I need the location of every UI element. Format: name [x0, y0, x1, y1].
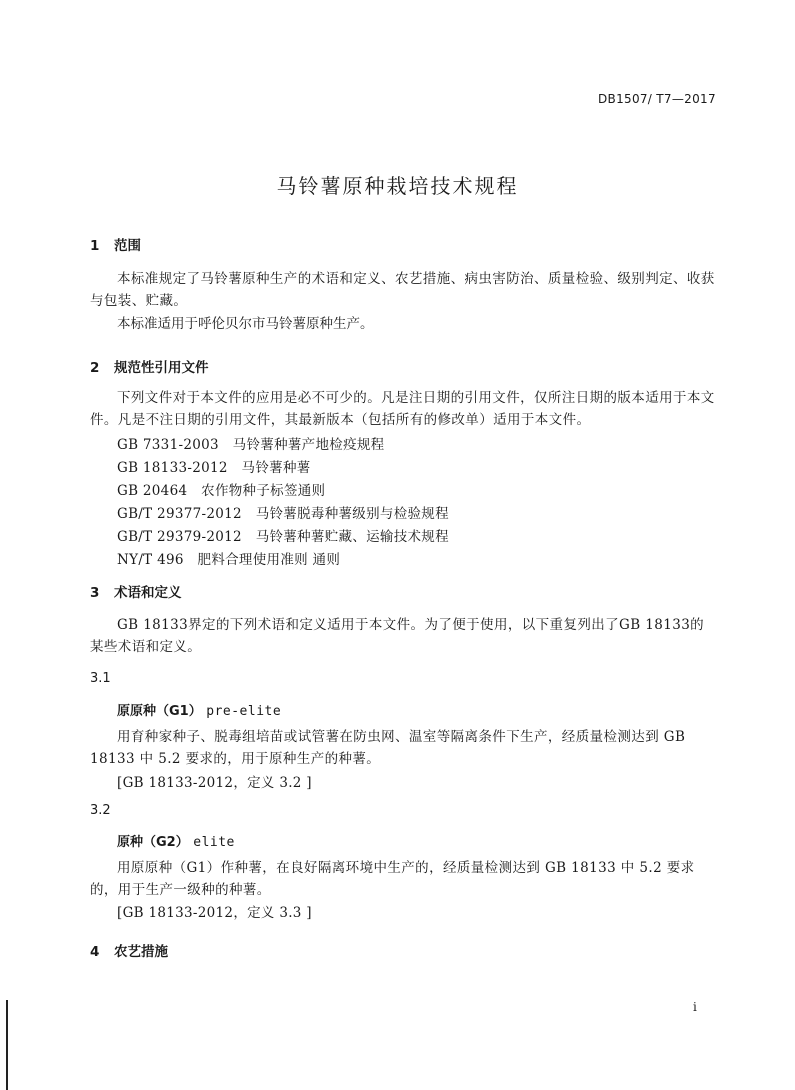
section-number: 1	[90, 238, 100, 254]
reference-item: GB 20464 农作物种子标签通则	[117, 483, 326, 499]
scan-edge-line	[6, 1000, 8, 1090]
term-heading	[117, 831, 235, 850]
reference-item: GB 7331-2003 马铃薯种薯产地检疫规程	[117, 437, 385, 453]
section-title: 农艺措施	[114, 944, 168, 960]
term-english: pre-elite	[206, 704, 282, 719]
term-source: [GB 18133-2012，定义 3.2 ]	[117, 775, 312, 791]
document-title: 马铃薯原种栽培技术规程	[276, 174, 519, 198]
term-name: 原原种（G1）	[117, 704, 202, 719]
section-number: 3	[90, 585, 100, 601]
term-name: 原种（G2）	[117, 835, 189, 850]
reference-item: GB/T 29377-2012 马铃薯脱毒种薯级别与检验规程	[117, 506, 449, 522]
section-number: 4	[90, 944, 100, 960]
subclause-number: 3.2	[90, 803, 111, 818]
section-number: 2	[90, 360, 100, 376]
terms-intro: GB 18133界定的下列术语和定义适用于本文件。为了便于使用，以下重复列出了GB 18133的某些术语和定义。	[90, 617, 705, 655]
subclause-number: 3.1	[90, 671, 111, 686]
section-2-heading	[90, 356, 209, 376]
term-definition: 用原原种（G1）作种薯，在良好隔离环境中生产的，经质量检测达到 GB 18133 中 5.2 要求的，用于生产一级种的种薯。	[90, 860, 695, 898]
section-4-heading	[90, 940, 168, 960]
scope-paragraph-1: 本标准规定了马铃薯原种生产的术语和定义、农艺措施、病虫害防治、质量检验、级别判定、收获与包装、贮藏。	[90, 271, 715, 309]
term-heading	[117, 700, 281, 719]
scope-paragraph-2: 本标准适用于呼伦贝尔市马铃薯原种生产。	[117, 316, 374, 332]
standard-code: DB1507/ T7—2017	[598, 92, 716, 106]
reference-item: NY/T 496 肥料合理使用准则 通则	[117, 552, 341, 568]
section-title: 规范性引用文件	[114, 360, 209, 376]
reference-item: GB 18133-2012 马铃薯种薯	[117, 460, 311, 476]
section-title: 范围	[114, 238, 141, 254]
references-intro: 下列文件对于本文件的应用是必不可少的。凡是注日期的引用文件，仅所注日期的版本适用于本文件。凡是不注日期的引用文件，其最新版本（包括所有的修改单）适用于本文件。	[90, 390, 715, 428]
term-definition: 用育种家种子、脱毒组培苗或试管薯在防虫网、温室等隔离条件下生产，经质量检测达到 GB 18133 中 5.2 要求的，用于原种生产的种薯。	[90, 729, 686, 767]
page-number: i	[693, 1000, 697, 1014]
section-title: 术语和定义	[114, 585, 182, 601]
term-english: elite	[193, 835, 235, 850]
section-1-heading	[90, 234, 141, 254]
reference-item: GB/T 29379-2012 马铃薯种薯贮藏、运输技术规程	[117, 529, 449, 545]
section-3-heading	[90, 581, 182, 601]
term-source: [GB 18133-2012，定义 3.3 ]	[117, 905, 312, 921]
